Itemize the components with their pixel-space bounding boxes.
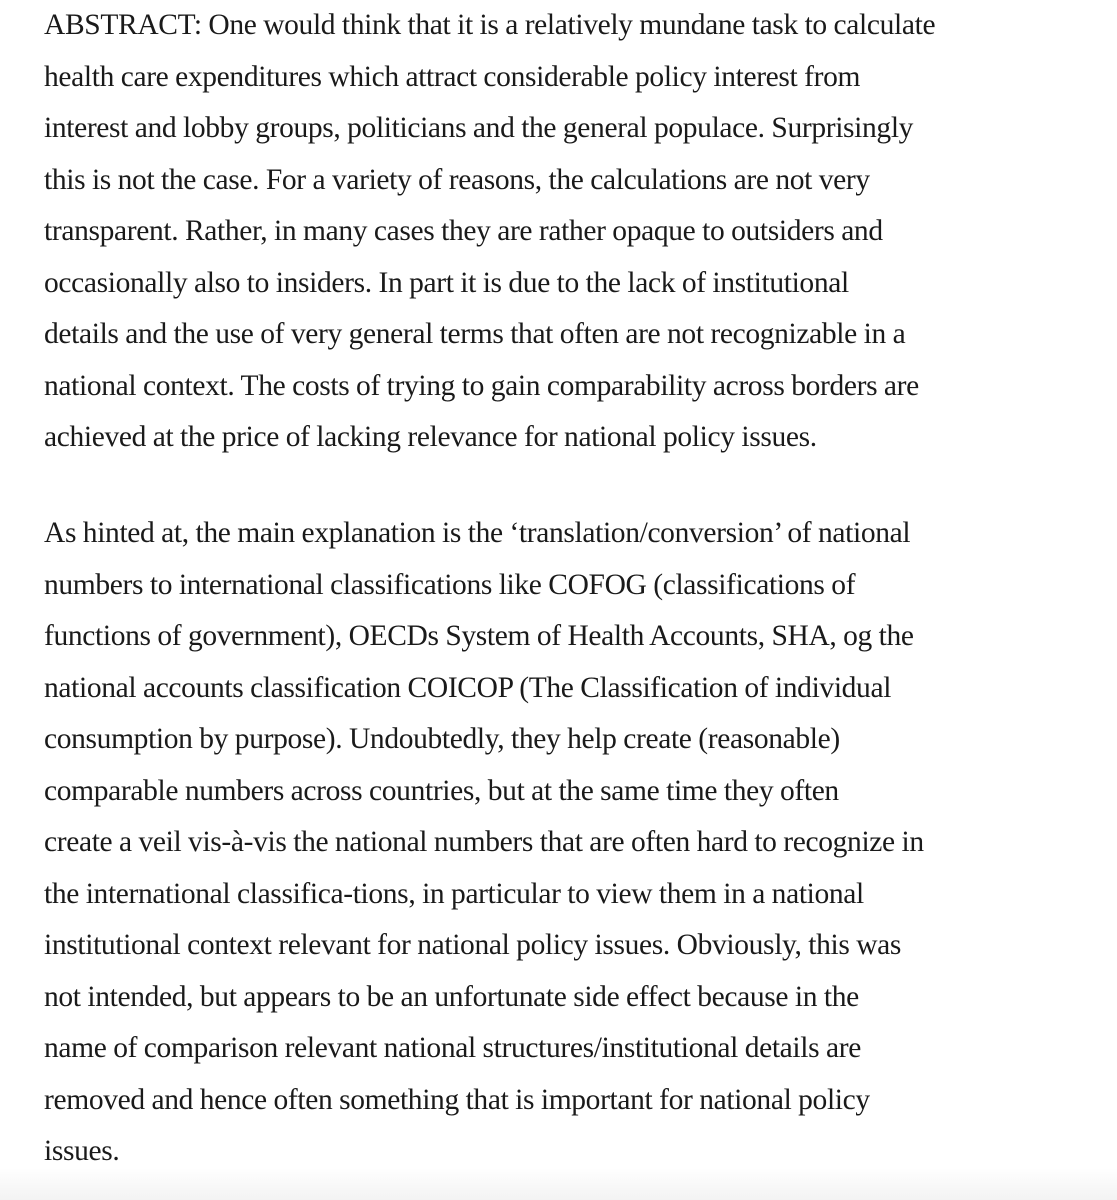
- text-line: health care expenditures which attract considerable policy interest from: [44, 60, 861, 93]
- text-line: removed and hence often something that is important for national policy: [44, 1083, 870, 1116]
- text-line: not intended, but appears to be an unfortunate side effect because in the: [44, 980, 859, 1013]
- text-line: comparable numbers across countries, but at the same time they often: [44, 774, 839, 807]
- text-line: As hinted at, the main explanation is the ‘translation/conversion’ of national: [44, 517, 911, 549]
- text-line: transparent. Rather, in many cases they are rather opaque to outsiders and: [44, 215, 883, 247]
- text-line: national context. The costs of trying to gain comparability across borders are: [44, 369, 919, 402]
- text-line: issues.: [44, 1135, 120, 1167]
- text-line: national accounts classification COICOP (The Classification of individual: [44, 671, 892, 704]
- text-line: numbers to international classifications like COFOG (classifications of: [44, 568, 856, 601]
- text-line: name of comparison relevant national structures/institutional details are: [44, 1032, 861, 1064]
- text-line: interest and lobby groups, politicians and the general populace. Surprisingly: [44, 112, 914, 144]
- text-line: institutional context relevant for national policy issues. Obviously, this was: [44, 929, 902, 961]
- text-line: create a veil vis-à-vis the national numbers that are often hard to recognize in: [44, 826, 924, 858]
- body-paragraph: [44, 508, 924, 1178]
- text-line: consumption by purpose). Undoubtedly, they help create (reasonable): [44, 723, 840, 755]
- text-line: achieved at the price of lacking relevance for national policy issues.: [44, 421, 817, 453]
- text-line: occasionally also to insiders. In part it is due to the lack of institutional: [44, 266, 849, 299]
- abstract-paragraph: [44, 0, 935, 464]
- text-line: details and the use of very general terms that often are not recognizable in a: [44, 318, 906, 350]
- text-line: functions of government), OECDs System of Health Accounts, SHA, og the: [44, 620, 914, 652]
- text-line: ABSTRACT: One would think that it is a relatively mundane task to calculate: [44, 9, 936, 41]
- text-line: this is not the case. For a variety of reasons, the calculations are not very: [44, 163, 870, 196]
- text-line: the international classifica-tions, in particular to view them in a national: [44, 877, 864, 910]
